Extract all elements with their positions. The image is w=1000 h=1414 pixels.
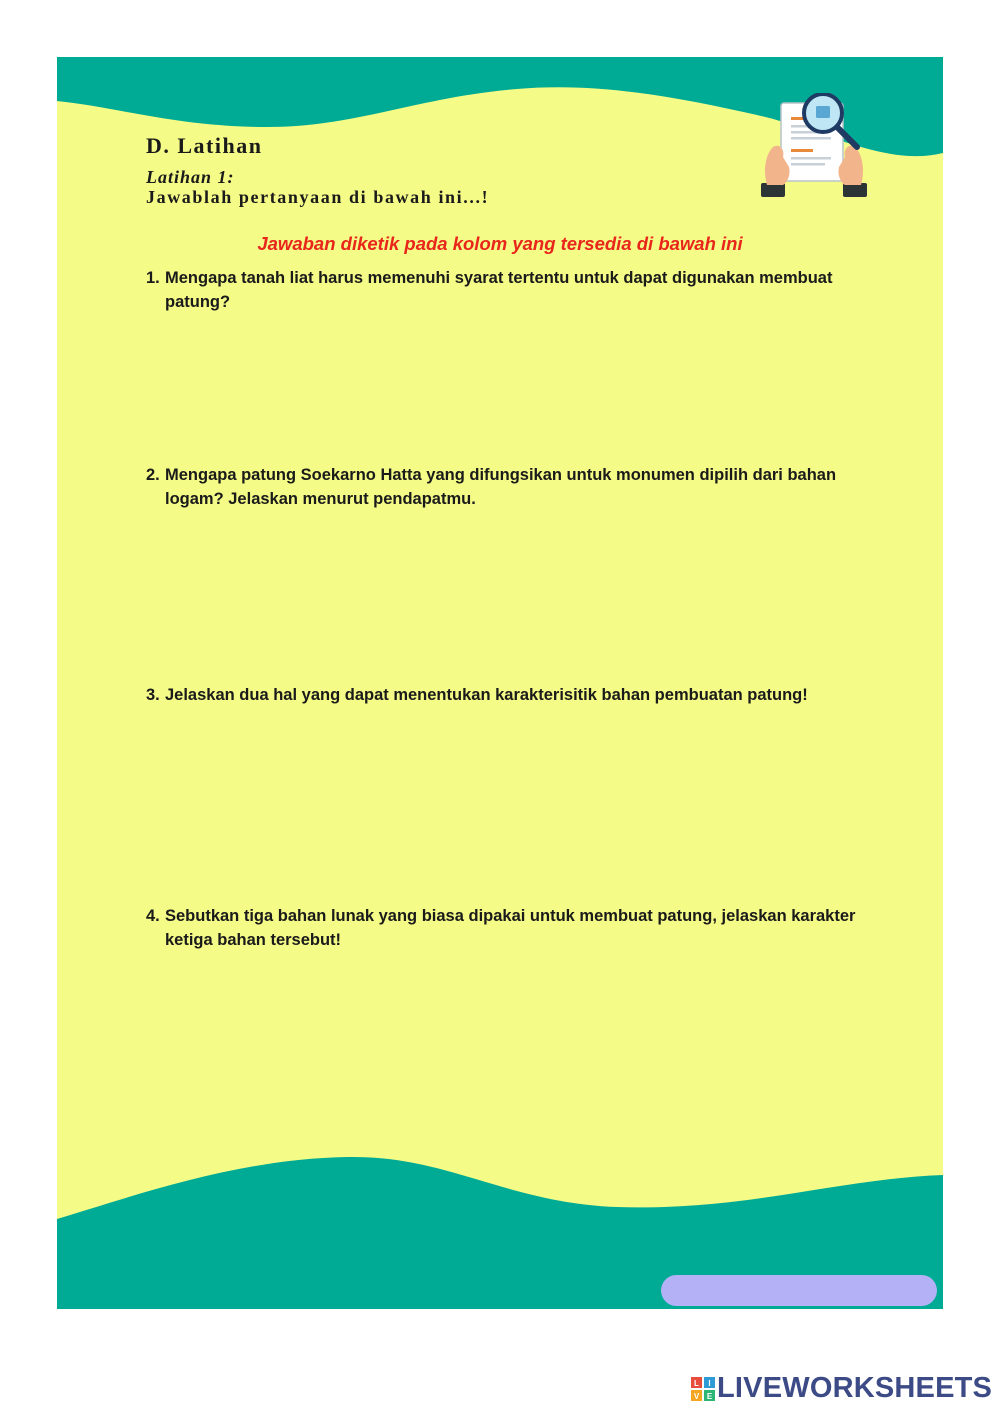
answer-field-3[interactable] (164, 739, 868, 863)
question-number: 4. (146, 907, 160, 925)
exercise-label: Latihan 1: (146, 167, 235, 187)
question-number: 1. (146, 269, 160, 287)
document-magnifier-icon (761, 93, 869, 205)
question-4 (146, 904, 866, 952)
liveworksheets-logo-icon (691, 1377, 715, 1401)
answer-field-4[interactable] (164, 959, 868, 1083)
brand-name: LIVEWORKSHEETS (717, 1372, 993, 1404)
liveworksheets-brand[interactable] (691, 1372, 992, 1405)
answer-field-1[interactable] (164, 319, 868, 443)
logo-letter: V (693, 1391, 700, 1401)
section-heading: D. Latihan (146, 133, 263, 158)
question-number: 2. (146, 466, 160, 484)
instruction-text: Jawablah pertanyaan di bawah ini...! (146, 187, 490, 207)
question-text: Sebutkan tiga bahan lunak yang biasa dipakai untuk membuat patung, jelaskan karakter ketiga bahan tersebut! (165, 907, 856, 949)
question-number: 3. (146, 686, 160, 704)
question-2 (146, 463, 866, 511)
logo-letter: L (694, 1378, 699, 1388)
logo-letter: I (708, 1378, 711, 1388)
submit-answers-button[interactable] (661, 1275, 937, 1306)
logo-letter: E (706, 1391, 713, 1401)
question-text: Mengapa tanah liat harus memenuhi syarat tertentu untuk dapat digunakan membuat patung? (165, 269, 833, 311)
question-3 (146, 683, 866, 707)
worksheet-page (57, 57, 943, 1309)
question-text: Mengapa patung Soekarno Hatta yang difungsikan untuk monumen dipilih dari bahan logam? Jelaskan menurut pendapatmu. (165, 466, 837, 508)
answer-field-2[interactable] (164, 519, 868, 643)
question-1 (146, 266, 866, 314)
answer-instruction: Jawaban diketik pada kolom yang tersedia di bawah ini (257, 233, 743, 254)
question-text: Jelaskan dua hal yang dapat menentukan karakterisitik bahan pembuatan patung! (165, 686, 808, 704)
